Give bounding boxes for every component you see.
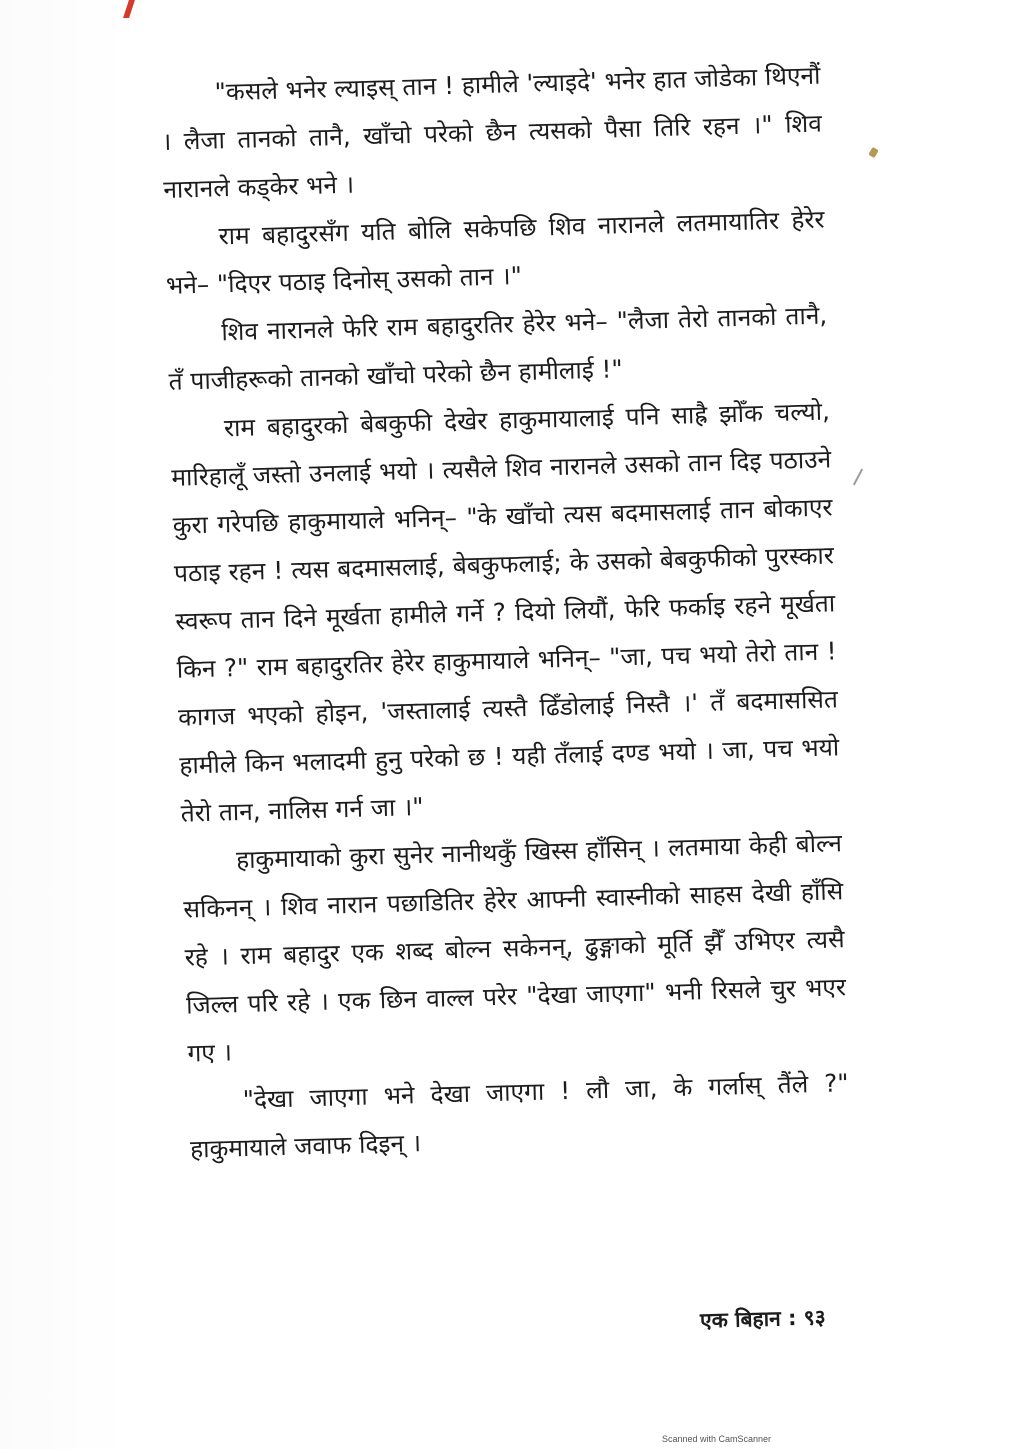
body-text bbox=[160, 52, 851, 1174]
paragraph-5: हाकुमायाको कुरा सुनेर नानीथकुँ खिस्स हाँसिन् । लतमाया केही बोल्न सकिनन् । शिव नारान पछाडितिर हेरेर आफ्नी स्वास्नीको साहस देखी हाँसि रहे । राम बहादुर एक शब्द बोल्न सकेनन्, ढुङ्गाको मूर्ति झैँ उभिएर त्यसै जिल्ल परि रहे । एक छिन वाल्ल परेर "देखा जाएगा" भनी रिसले चुर भएर गए । bbox=[183, 828, 847, 1068]
paragraph-3: शिव नारानले फेरि राम बहादुरतिर हेरेर भने– "लैजा तेरो तानको तानै, तँ पाजीहरूको तानको खाँचो परेको छैन हामीलाई !" bbox=[168, 300, 828, 396]
paragraph-2: राम बहादुरसँग यति बोलि सकेपछि शिव नारानले लतमायातिर हेरेर भने– "दिएर पठाइ दिनोस् उसको तान ।" bbox=[165, 204, 825, 300]
scanner-credit: Scanned with CamScanner bbox=[662, 1434, 772, 1444]
margin-pencil-mark bbox=[853, 469, 863, 486]
paragraph-6: "देखा जाएगा भने देखा जाएगा ! लौ जा, के गर्लास् तैंले ?" हाकुमायाले जवाफ दिइन् । bbox=[189, 1068, 849, 1164]
page-footer: एक बिहान : ९३ bbox=[699, 1305, 826, 1333]
paragraph-1: "कसले भनेर ल्याइस् तान ! हामीले 'ल्याइदे' भनेर हात जोडेका थिएनौं । लैजा तानको तानै, खाँचो परेको छैन त्यसको पैसा तिरि रहन ।" शिव नारानले कड्केर भने । bbox=[161, 60, 823, 204]
scan-shadow-edge bbox=[0, 0, 130, 1449]
paper-speck bbox=[868, 147, 879, 158]
paragraph-4: राम बहादुरको बेबकुफी देखेर हाकुमायालाई पनि साह्रै झोँक चल्यो, मारिहालूँ जस्तो उनलाई भयो । त्यसैले शिव नारानले उसको तान दिइ पठाउने कुरा गरेपछि हाकुमायाले भनिन्– "के खाँचो त्यस बदमासलाई तान बोकाएर पठाइ रहन ! त्यस बदमासलाई, बेबकुफलाई; के उसको बेबकुफीको पुरस्कार स्वरूप तान दिने मूर्खता हामीले गर्ने ? दियो लियौं, फेरि फर्काइ रहने मूर्खता किन ?" राम बहादुरतिर हेरेर हाकुमायाले भनिन्– "जा, पच भयो तेरो तान ! कागज भएको होइन, 'जस्तालाई त्यस्तै ढिँडोलाई निस्तै ।' तँ बदमाससित हामीले किन भलादमी हुनु परेको छ ! यही तँलाई दण्ड भयो । जा, पच भयो तेरो तान, नालिस गर्न जा ।" bbox=[170, 396, 840, 828]
